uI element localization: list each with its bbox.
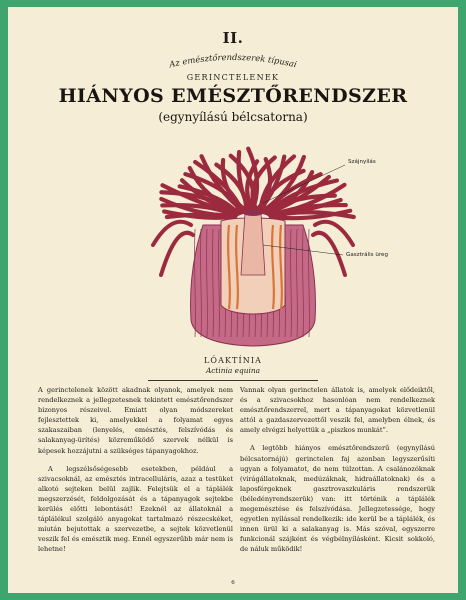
- paragraph: A gerinctelenek között akadnak olyanok, amelyek nem rendelkeznek a jellegzetesnek tekintett emésztőrendszer bizonyos részeivel. Emiatt olyan módszereket fejlesztettek ki, amelyekkel a folyamat egyes szakaszaiban (lenyelés, emésztés, felszívódás és salakanyag-ürítés) közreműködő szervek nélkül is képesek hozzájutni a szükséges tápanyagokhoz.: [38, 386, 233, 455]
- arc-title: [148, 47, 318, 73]
- species-name: LÓAKTÍNIA: [204, 356, 262, 365]
- pharynx: [241, 213, 265, 275]
- group-label: GERINCTELENEK: [186, 73, 280, 82]
- text-column-right: [240, 385, 435, 563]
- book-page: [8, 7, 458, 593]
- page-header-area: [8, 7, 458, 377]
- tentacle: [161, 233, 193, 275]
- paragraph: Vannak olyan gerinctelen állatok is, amelyek elődeiktől, és a szivacsokhoz hasonlóan nem rendelkeznek emésztőrendszerrel, mert a tápanyagokat közvetlenül attól a gazdaszervezettől veszik fel, amelyben élnek, és amely elvégzi helyettük a „piszkos munkát”.: [240, 386, 435, 435]
- paragraph: A legszélsőségesebb esetekben, például a szivacsoknál, az emésztés intracelluláris, azaz a testüket alkotó sejteken belül zajlik. Felejtsük el a táplálék megszerzését, feldolgozását és a tápanyagok sejtekbe kerülés előtti lebontását! Ezeknél az állatoknál a táplálékul szolgáló anyagokat tartalmazó részecskéket, miután bejutottak a szervezetbe, a sejtek közvetlenül veszik fel és emésztik meg. Ennél egyszerűbb már nem is lehetne!: [38, 464, 233, 554]
- chapter-number: II.: [222, 29, 244, 47]
- callout-mouth: Szájnyílás: [348, 159, 376, 165]
- divider-rule: [148, 380, 318, 381]
- page-title: HIÁNYOS EMÉSZTŐRENDSZER: [58, 85, 408, 107]
- latin-name: Actinia equina: [205, 366, 261, 375]
- tentacle: [313, 233, 345, 275]
- page-number: 6: [231, 580, 235, 586]
- page-subtitle: (egynyílású bélcsatorna): [158, 110, 308, 124]
- sea-anemone-illustration: [133, 125, 373, 355]
- callout-gastral-cavity: Gasztrális üreg: [346, 252, 389, 258]
- mouth-opening: [243, 210, 263, 216]
- text-column-left: [38, 385, 233, 563]
- arc-title-text: Az emésztőrendszerek típusai: [168, 51, 298, 70]
- paragraph: A legtöbb hiányos emésztőrendszerű (egynyílású bélcsatornájú) gerinctelen faj azonban legyszerűsíti ugyan a folyamatot, de nem túlzottan. A csalánozóknak (virágállatoknak, medúzáknak, hidraállatoknak) és a laposférgeknek gasztrovaszkuláris rendszerük (béledényrendszerük) van: itt történik a táplálék megemésztése és felszívódása. Jellegzetessége, hogy egyetlen nyílással rendelkezik: ide kerül be a táplálék, és innen ürül ki a salakanyag is. Más szóval, egyszerre funkcionál szájként és végbélnyílásként. Kicsit sokkoló, de náluk működik!: [240, 444, 435, 554]
- svg-text:Az emésztőrendszerek típusai: [167, 52, 298, 70]
